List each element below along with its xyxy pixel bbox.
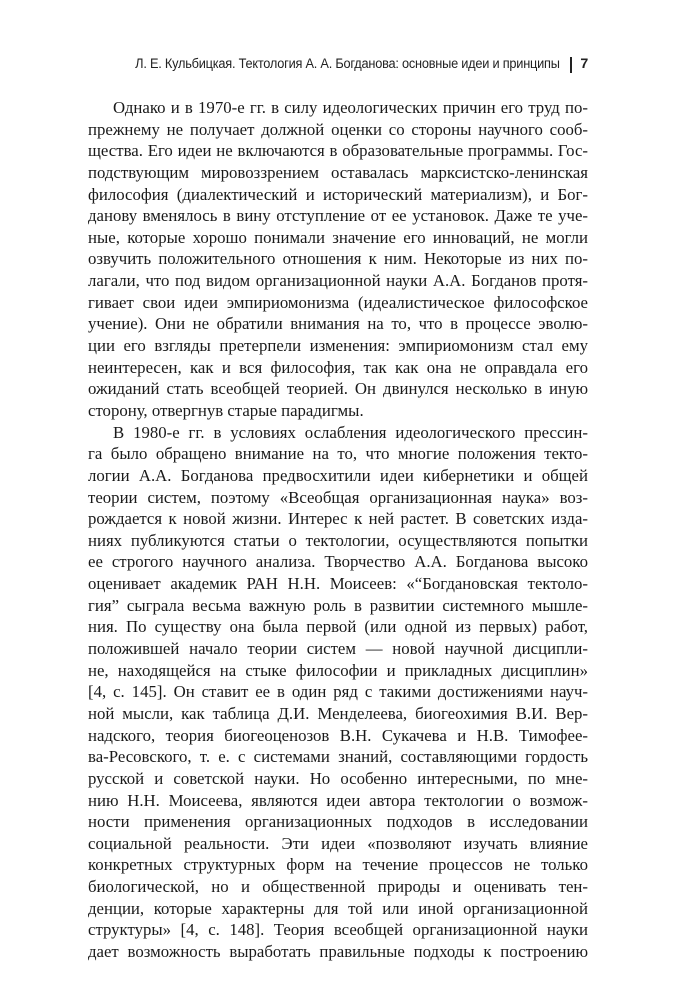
text-line: учение). Они не обратили внимания на то, что в процессе эволю- <box>88 314 588 334</box>
text-line: озвучить положительного отношения к ним. Некоторые из них по- <box>88 249 588 269</box>
text-line: денции, которые характерны для той или иной организационной <box>88 898 588 918</box>
text-line: оценивает академик РАН Н.Н. Моисеев: «“Богдановская тектоло- <box>88 574 588 594</box>
text-line: нию Н.Н. Моисеева, являются идеи автора тектологии о возмож- <box>88 790 588 810</box>
text-line: гия” сыграла весьма важную роль в развитии системного мышле- <box>88 595 588 615</box>
text-line: подствующим мировоззрением оставалась марксистско-ленинская <box>88 162 588 182</box>
text-line: ее строгого научного анализа. Творчество А.А. Богданова высоко <box>88 552 588 572</box>
text-line: структуры» [4, с. 148]. Теория всеобщей организационной науки <box>88 920 588 940</box>
text-line: щества. Его идеи не включаются в образовательные программы. Гос- <box>88 141 588 161</box>
text-line: ности применения организационных подходов в исследовании <box>88 812 588 832</box>
text-line: гивает свои идеи эмпириомонизма (идеалистическое философское <box>88 292 588 312</box>
running-header <box>88 56 590 78</box>
text-line: прежнему не получает должной оценки со стороны научного сооб- <box>88 119 588 139</box>
header-separator <box>570 57 572 73</box>
text-line: неинтересен, как и вся философия, так как она не оправдала его <box>88 357 588 377</box>
text-line: дает возможность выработать правильные подходы к построению <box>88 941 588 961</box>
text-line: русской и советской науки. Но особенно интересными, по мне- <box>88 768 588 788</box>
text-line: положившей начало теории систем — новой научной дисципли- <box>88 639 588 659</box>
text-line: биологической, но и общественной природы и оценивать тен- <box>88 877 588 897</box>
page-number: 7 <box>580 56 588 72</box>
text-line: ниях публикуются статьи о тектологии, осуществляются попытки <box>88 530 588 550</box>
text-line: социальной реальности. Эти идеи «позволяют изучать влияние <box>88 833 588 853</box>
text-line: ва-Ресовского, т. е. с системами знаний, составляющими гордость <box>88 747 588 767</box>
text-line: логии А.А. Богданова предвосхитили идеи кибернетики и общей <box>88 465 588 485</box>
text-line: ния. По существу она была первой (или одной из первых) работ, <box>88 617 588 637</box>
text-line: ные, которые хорошо понимали значение его инноваций, не могли <box>88 227 588 247</box>
text-line: конкретных структурных форм на течение процессов не только <box>88 855 588 875</box>
text-line: [4, с. 145]. Он ставит ее в один ряд с такими достижениями науч- <box>88 682 588 702</box>
text-line: Однако и в 1970-е гг. в силу идеологических причин его труд по- <box>113 98 588 117</box>
text-line: га было обращено внимание на то, что многие положения текто- <box>88 444 588 464</box>
text-line: В 1980-е гг. в условиях ослабления идеологического прессин- <box>113 422 588 442</box>
text-line: лагали, что под видом организационной науки А.А. Богданов протя- <box>88 271 588 291</box>
text-line: данову вменялось в вину отступление от ее установок. Даже те уче- <box>88 206 588 226</box>
text-line: надского, теория биогеоценозов В.Н. Сукачева и Н.В. Тимофее- <box>88 725 588 745</box>
text-line: сторону, отвергнув старые парадигмы. <box>88 400 364 420</box>
body-text <box>88 97 588 963</box>
text-line: теории систем, поэтому «Всеобщая организационная наука» воз- <box>88 487 588 507</box>
text-line: ции его взгляды претерпели изменения: эмпириомонизм стал ему <box>88 336 588 356</box>
text-line: философия (диалектический и исторический материализм), и Бог- <box>88 184 588 204</box>
running-header-title: Л. Е. Кульбицкая. Тектология А. А. Богданова: основные идеи и принципы <box>135 56 560 72</box>
text-line: рождается к новой жизни. Интерес к ней растет. В советских изда- <box>88 509 588 529</box>
text-line: ожиданий стать всеобщей теорией. Он двинулся несколько в иную <box>88 379 588 399</box>
text-line: не, находящейся на стыке философии и прикладных дисциплин» <box>88 660 588 680</box>
text-line: ной мысли, как таблица Д.И. Менделеева, биогеохимия В.И. Вер- <box>88 703 588 723</box>
